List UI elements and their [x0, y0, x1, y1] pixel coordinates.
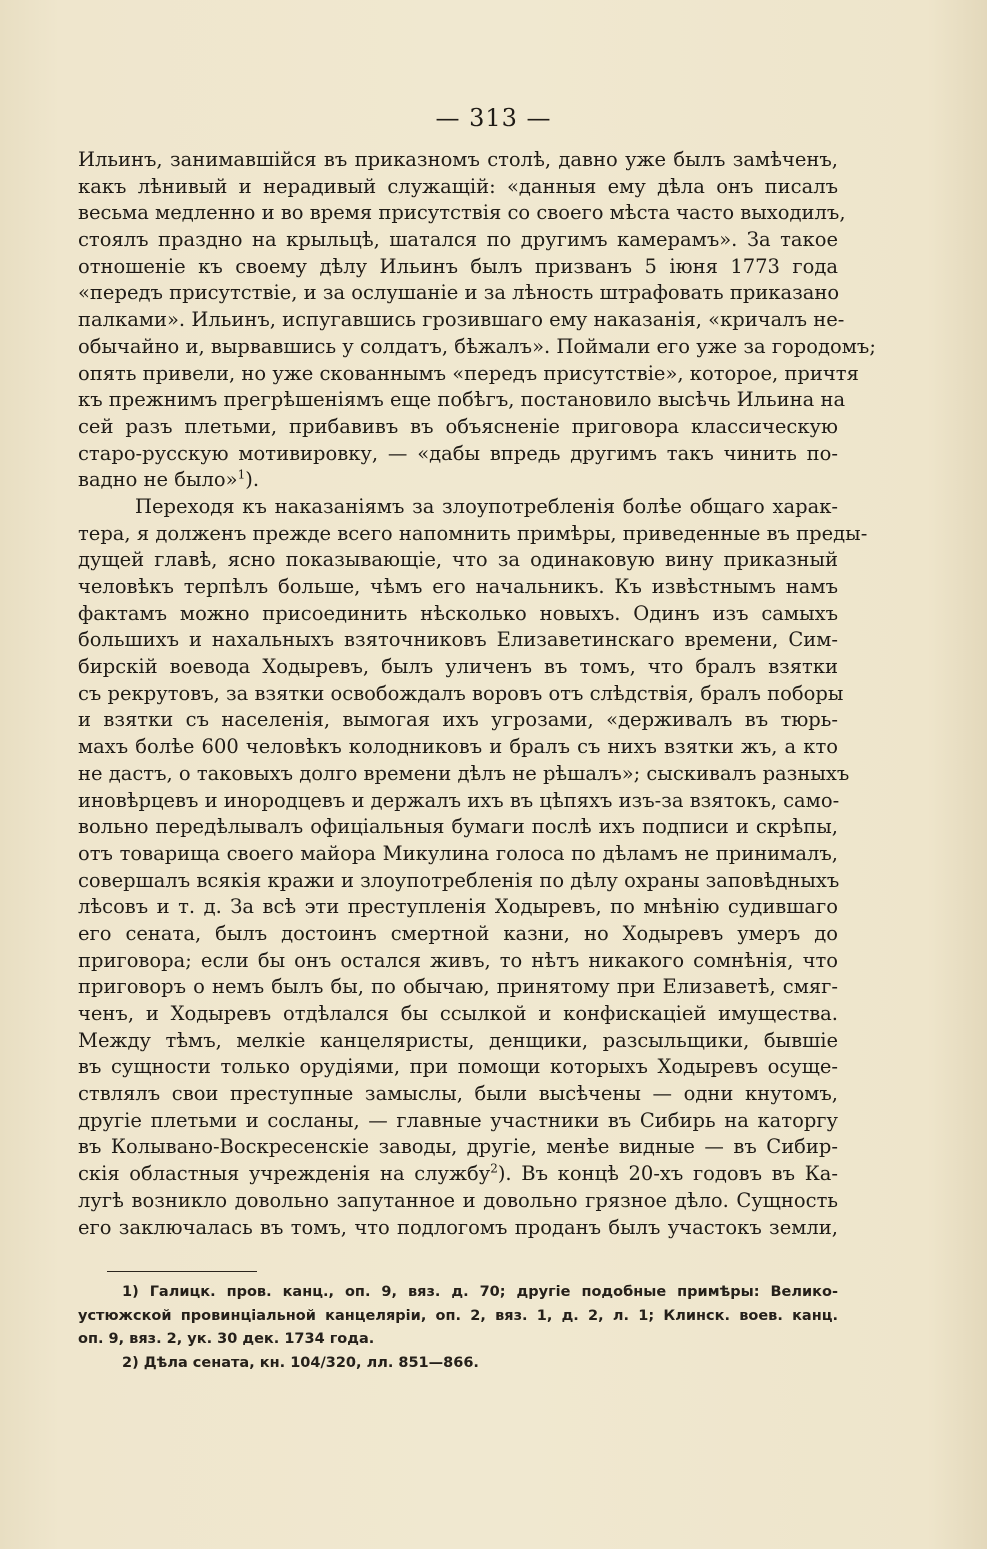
text-line: дущей главѣ, ясно показывающіе, что за одинаковую вину приказный: [78, 548, 838, 572]
text-line-content: вадно не было»: [78, 468, 238, 492]
text-line: съ рекрутовъ, за взятки освобождалъ воровъ отъ слѣдствія, бралъ поборы: [78, 681, 844, 705]
text-line: палками». Ильинъ, испугавшись грозившаго ему наказанія, «кричалъ не-: [78, 308, 845, 332]
text-line: отъ товарища своего майора Микулина голоса по дѣламъ не принималъ,: [78, 841, 838, 865]
page-body: [78, 147, 876, 1241]
text-line: старо-русскую мотивировку, — «дабы впредь другимъ такъ чинить по-: [78, 441, 838, 465]
text-line: къ прежнимъ прегрѣшеніямъ еще побѣгъ, постановило высѣчь Ильина на: [78, 388, 846, 412]
text-line: стоялъ праздно на крыльцѣ, шатался по другимъ камерамъ». За такое: [78, 228, 838, 252]
text-line: и взятки съ населенія, вымогая ихъ угрозами, «держивалъ въ тюрь-: [78, 708, 838, 732]
text-line: Между тѣмъ, мелкіе канцеляристы, денщики, разсыльщики, бывшіе: [78, 1028, 838, 1052]
text-line-with-footnote: [78, 1161, 838, 1188]
text-line-content: скія областныя учрежденія на службу: [78, 1162, 491, 1186]
text-line: фактамъ можно присоединить нѣсколько новыхъ. Одинъ изъ самыхъ: [78, 601, 838, 625]
footnote-ref-1-tail: ).: [245, 468, 260, 492]
text-line: махъ болѣе 600 человѣкъ колодниковъ и бралъ съ нихъ взятки жъ, а кто: [78, 735, 838, 759]
text-line: его заключалась въ томъ, что подлогомъ проданъ былъ участокъ земли,: [78, 1215, 838, 1239]
text-line: ствлялъ свои преступные замыслы, были высѣчены — одни кнутомъ,: [78, 1082, 838, 1106]
text-line-paragraph-end: [78, 467, 838, 494]
text-line: человѣкъ терпѣлъ больше, чѣмъ его начальникъ. Къ извѣстнымъ намъ: [78, 575, 838, 598]
text-line: большихъ и нахальныхъ взяточниковъ Елизаветинскаго времени, Сим-: [78, 628, 838, 652]
footnote-ref-2: 2: [490, 1161, 498, 1176]
footnote-line: оп. 9, вяз. 2, ук. 30 дек. 1734 года.: [78, 1331, 375, 1347]
text-line: обычайно и, вырвавшись у солдатъ, бѣжалъ». Поймали его уже за городомъ;: [78, 334, 876, 358]
text-line: какъ лѣнивый и нерадивый служащій: «данныя ему дѣла онъ писалъ: [78, 174, 838, 198]
text-line: весьма медленно и во время присутствія со своего мѣста часто выходилъ,: [78, 201, 846, 225]
page-number: — 313 —: [435, 104, 552, 132]
text-line: приговоръ о немъ былъ бы, по обычаю, принятому при Елизаветѣ, смяг-: [78, 975, 838, 999]
text-line: иновѣрцевъ и инородцевъ и держалъ ихъ въ цѣпяхъ изъ-за взятокъ, само-: [78, 788, 840, 812]
text-line: его сената, былъ достоинъ смертной казни, но Ходыревъ умеръ до: [78, 921, 838, 945]
text-line: приговора; если бы онъ остался живъ, то нѣтъ никакого сомнѣнія, что: [78, 948, 838, 972]
footnote-divider: [107, 1271, 257, 1272]
text-line: опять привели, но уже скованнымъ «передъ присутствіе», которое, причтя: [78, 361, 859, 385]
text-line: не дастъ, о таковыхъ долго времени дѣлъ не рѣшалъ»; сыскивалъ разныхъ: [78, 761, 850, 785]
text-line: сей разъ плетьми, прибавивъ въ объясненіе приговора классическую: [78, 414, 838, 438]
text-line: другіе плетьми и сосланы, — главные участники въ Сибирь на каторгу: [78, 1108, 838, 1132]
text-line: Ильинъ, занимавшійся въ приказномъ столѣ, давно уже былъ замѣченъ,: [78, 148, 838, 171]
footnote-line: 2) Дѣла сената, кн. 104/320, лл. 851—866.: [122, 1354, 479, 1371]
text-line: тера, я долженъ прежде всего напомнить примѣры, приведенные въ преды-: [78, 521, 868, 545]
footnote-line: 1) Галицк. пров. канц., оп. 9, вяз. д. 70; другіе подобные примѣры: Велико-: [122, 1284, 838, 1300]
text-line: въ Колывано-Воскресенскіе заводы, другіе, менѣе видные — въ Сибир-: [78, 1135, 838, 1159]
text-line: бирскій воевода Ходыревъ, былъ уличенъ въ томъ, что бралъ взятки: [78, 655, 838, 679]
text-line: «передъ присутствіе, и за ослушаніе и за лѣность штрафовать приказано: [78, 281, 840, 305]
footnote-line: устюжской провинціальной канцеляріи, оп. 2, вяз. 1, д. 2, л. 1; Клинск. воев. канц.: [78, 1307, 838, 1324]
text-line: въ сущности только орудіями, при помощи которыхъ Ходыревъ осуще-: [78, 1055, 838, 1079]
footnote-ref-1: 1: [237, 467, 246, 482]
text-line: ченъ, и Ходыревъ отдѣлался бы ссылкой и конфискаціей имущества.: [78, 1002, 838, 1025]
text-line-tail: ). Въ концѣ 20-хъ годовъ въ Ка-: [497, 1162, 838, 1186]
text-line: вольно передѣлывалъ офиціальныя бумаги послѣ ихъ подписи и скрѣпы,: [78, 815, 838, 839]
footnotes: [78, 1281, 838, 1375]
text-line-paragraph-start: Переходя къ наказаніямъ за злоупотребленія болѣе общаго харак-: [135, 494, 838, 518]
text-line: лугѣ возникло довольно запутанное и довольно грязное дѣло. Сущность: [78, 1188, 838, 1212]
text-line: отношеніе къ своему дѣлу Ильинъ былъ призванъ 5 іюня 1773 года: [78, 254, 838, 278]
text-line: лѣсовъ и т. д. За всѣ эти преступленія Ходыревъ, по мнѣнію судившаго: [78, 895, 838, 919]
text-line: совершалъ всякія кражи и злоупотребленія по дѣлу охраны заповѣдныхъ: [78, 868, 840, 892]
